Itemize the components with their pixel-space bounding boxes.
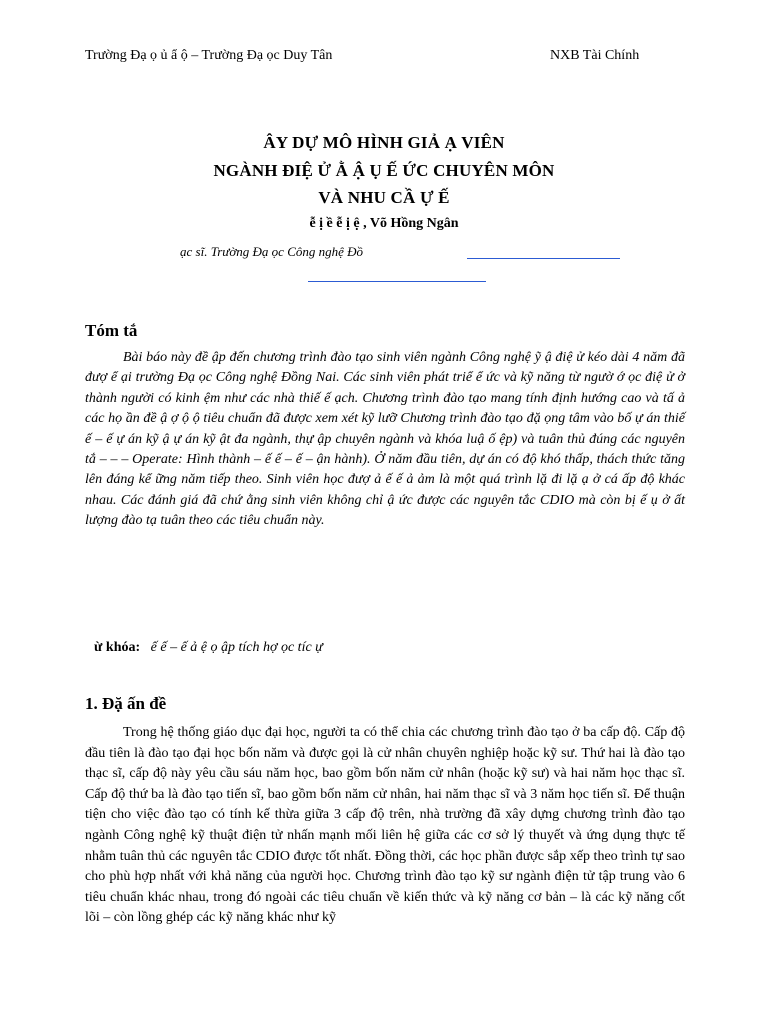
author-list: ễ ị ề ễ ị ệ , Võ Hồng Ngân [309, 216, 459, 231]
email-link-underline[interactable] [308, 281, 486, 282]
keywords-text: ế ế – ế ả ệ ọ ập tích hợ ọc tíc ự [150, 640, 323, 655]
keywords-line [94, 640, 323, 656]
abstract-body [85, 348, 685, 532]
running-header-publisher: NXB Tài Chính [550, 48, 640, 63]
section-heading: 1. Đặ ấn đề [85, 694, 167, 713]
abstract-text: Bài báo này đề ập đến chương trình đào tạo sinh viên ngành Công nghệ ỹ ậ điệ ử kéo dài 4 năm đã đượ ể ại trường Đạ ọc Công nghệ Đồng Nai. Các sinh viên phát triể ể ức và kỹ năng từ ngườ ớ ọc điệ ử ở thành người có kinh ệm như các nhà thiế ế ạch. Chương trình đào tạo mang tính định hướng cao và tấ ả các họ ần đề ậ ợ ộ ộ tiêu chuẩn đã được xem xét kỹ lưỡ Chương trình đào tạo đặ ọng tâm vào bố ự án thiế ế – ế ự án kỹ ậ ự án kỹ ật đa ngành, thự ập chuyên ngành và khóa luậ ố ệp) và tuân thủ đúng các nguyên tắ – – – Operate: Hình thành – ế ế – ế – ận hành). Ở năm đầu tiên, dự án có độ khó thấp, thách thức tăng lên đáng kể ững năm tiếp theo. Sinh viên học đượ ả ế ế ả ảm là một quá trình lặ đi lặ ạ ở cá ấp độ khác nhau. Các đánh giá đã chứ ằng sinh viên không chỉ ậ ức được các nguyên tắc CDIO mà còn bị ế ụ ở ất lượng đào tạ tuân theo các tiêu chuẩn này. [85, 350, 685, 529]
abstract-heading: Tóm tắ [85, 321, 138, 340]
running-header-left: Trường Đạ ọ ủ ẩ ộ – Trường Đạ ọc Duy Tân [85, 48, 333, 63]
paper-title-line-3: VÀ NHU CẦ Ự Ế [318, 188, 450, 207]
section-text: Trong hệ thống giáo dục đại học, người ta có thể chia các chương trình đào tạo ở ba cấp độ. Cấp độ đầu tiên là đào tạo đại học bốn năm và được gọi là cử nhân chuyên nghiệp hoặc kỹ sư. Thứ hai là đào tạo thạc sĩ, cấp độ này yêu cầu sáu năm học, bao gồm bốn năm cử nhân (hoặc kỹ sư) và hai năm học thạc sĩ. Cấp độ thứ ba là đào tạo tiến sĩ, bao gồm bốn năm cử nhân, hai năm thạc sĩ và 3 năm học tiến sĩ. Để thuận tiện cho việc đào tạo có tính kế thừa giữa 3 cấp độ trên, nhà trường đã xây dựng chương trình đào tạo ngành Công nghệ kỹ thuật điện tử nhấn mạnh mối liên hệ giữa các cơ sở lý thuyết và ứng dụng thực tế nhằm tuân thủ các nguyên tắc CDIO được tốt nhất. Đồng thời, các học phần được sắp xếp theo trình tự sao cho phù hợp nhất với khả năng của người học. Chương trình đào tạo kỹ sư ngành điện tử tập trung vào 6 tiêu chuẩn khác nhau, trong đó ngoài các tiêu chuẩn về kiến thức và kỹ năng cơ bản – là các kỹ năng cốt lõi – còn lồng ghép các kỹ năng khác như kỹ [85, 725, 685, 926]
email-link-underline[interactable] [467, 258, 620, 259]
section-body [85, 723, 685, 929]
author-affiliation: ạc sĩ. Trường Đạ ọc Công nghệ Đồ [180, 244, 364, 259]
paper-title-line-2: NGÀNH ĐIỆ Ử Ằ Ậ Ụ Ế ỨC CHUYÊN MÔN [213, 161, 555, 180]
paper-title-line-1: ÂY DỰ MÔ HÌNH GIẢ Ạ VIÊN [263, 133, 505, 152]
keywords-label: ừ khóa: [94, 640, 141, 655]
